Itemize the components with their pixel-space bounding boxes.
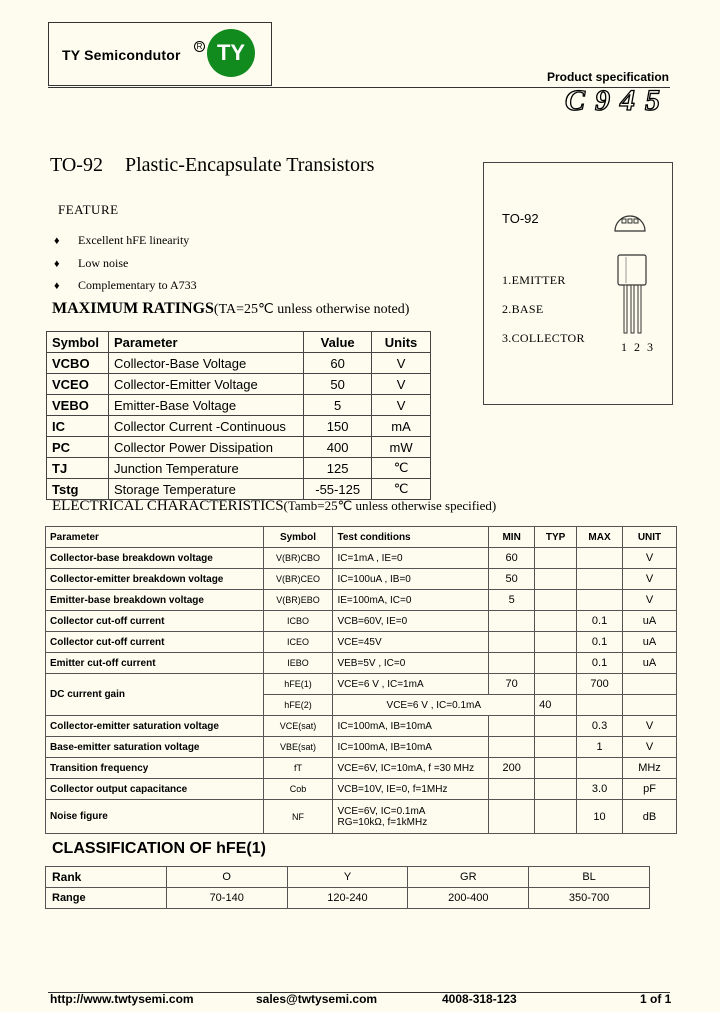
electrical-subtitle: (Tamb=25℃ unless otherwise specified) xyxy=(283,498,497,513)
max-cell: 0.1 xyxy=(577,653,623,674)
part-number: C945 xyxy=(564,84,670,117)
table-row xyxy=(46,737,677,758)
symbol-cell: VBE(sat) xyxy=(263,737,333,758)
symbol-cell: NF xyxy=(263,800,333,834)
bullet-icon: ♦ xyxy=(54,258,60,270)
symbol-cell: V(BR)CBO xyxy=(263,548,333,569)
registered-mark: R xyxy=(194,41,205,52)
unit-cell: V xyxy=(372,353,431,374)
column-header: Symbol xyxy=(47,332,109,353)
package-box xyxy=(483,162,673,405)
table-row xyxy=(47,374,431,395)
test-cell: VCB=10V, IE=0, f=1MHz xyxy=(333,779,489,800)
feature-item: Complementary to A733 xyxy=(78,278,197,292)
max-ratings-subtitle: (TA=25℃ unless otherwise noted) xyxy=(213,302,410,317)
test-cell: VCE=6 V , IC=0.1mA xyxy=(333,695,535,716)
column-header: Test conditions xyxy=(333,527,489,548)
typ-cell xyxy=(535,737,577,758)
column-header: Units xyxy=(372,332,431,353)
range-cell: 350-700 xyxy=(529,888,650,909)
pin-label: 2.BASE xyxy=(502,302,544,316)
value-cell: 60 xyxy=(304,353,372,374)
classification-table xyxy=(45,866,650,909)
unit-cell: V xyxy=(623,716,677,737)
unit-cell: ℃ xyxy=(372,458,431,479)
symbol-cell: TJ xyxy=(47,458,109,479)
min-cell: 60 xyxy=(489,548,535,569)
pin-label: 1.EMITTER xyxy=(502,273,566,287)
symbol-cell: hFE(2) xyxy=(263,695,333,716)
typ-cell xyxy=(535,716,577,737)
parameter-cell: Collector Power Dissipation xyxy=(108,437,303,458)
max-cell: 0.1 xyxy=(577,632,623,653)
symbol-cell: IC xyxy=(47,416,109,437)
column-header: UNIT xyxy=(623,527,677,548)
min-cell: 200 xyxy=(489,758,535,779)
test-line: VCE=6V, IC=0.1mA xyxy=(337,805,426,817)
typ-cell xyxy=(535,758,577,779)
test-cell: IE=100mA, IC=0 xyxy=(333,590,489,611)
typ-cell xyxy=(535,800,577,834)
table-header-row xyxy=(46,527,677,548)
table-row xyxy=(46,800,677,834)
max-cell: 3.0 xyxy=(577,779,623,800)
unit-cell: uA xyxy=(623,611,677,632)
min-cell xyxy=(489,653,535,674)
logo-mark: TY xyxy=(207,29,255,77)
parameter-cell: Base-emitter saturation voltage xyxy=(46,737,264,758)
test-cell: VCE=6V, IC=10mA, f =30 MHz xyxy=(333,758,489,779)
max-cell xyxy=(577,569,623,590)
table-row xyxy=(46,569,677,590)
unit-cell: V xyxy=(623,548,677,569)
footer-phone: 4008-318-123 xyxy=(442,992,517,1006)
value-cell: 150 xyxy=(304,416,372,437)
company-logo xyxy=(48,22,272,86)
parameter-cell: Collector cut-off current xyxy=(46,611,264,632)
test-cell: IC=100uA , IB=0 xyxy=(333,569,489,590)
feature-heading: FEATURE xyxy=(58,202,119,217)
unit-cell: V xyxy=(623,590,677,611)
parameter-cell: Collector-base breakdown voltage xyxy=(46,548,264,569)
footer-url[interactable]: http://www.twtysemi.com xyxy=(50,992,194,1006)
bullet-icon: ♦ xyxy=(54,280,60,292)
parameter-cell: Emitter-Base Voltage xyxy=(108,395,303,416)
column-header: Parameter xyxy=(46,527,264,548)
classification-title: CLASSIFICATION OF hFE(1) xyxy=(52,840,266,857)
min-cell xyxy=(489,716,535,737)
symbol-cell: Tstg xyxy=(47,479,109,500)
parameter-cell: Collector-emitter breakdown voltage xyxy=(46,569,264,590)
test-cell: IC=100mA, IB=10mA xyxy=(333,716,489,737)
max-cell: 1 xyxy=(577,737,623,758)
min-cell xyxy=(489,800,535,834)
typ-cell xyxy=(535,548,577,569)
max-ratings-title xyxy=(52,300,409,318)
unit-cell: ℃ xyxy=(372,479,431,500)
test-line: RG=10kΩ, f=1kMHz xyxy=(337,816,428,828)
min-cell: 70 xyxy=(489,674,535,695)
table-row xyxy=(46,888,650,909)
min-cell xyxy=(489,632,535,653)
test-cell: VCB=60V, IE=0 xyxy=(333,611,489,632)
unit-cell: dB xyxy=(623,800,677,834)
max-cell xyxy=(577,758,623,779)
column-header: Symbol xyxy=(263,527,333,548)
feature-item: Excellent hFE linearity xyxy=(78,233,190,247)
max-ratings-heading: MAXIMUM RATINGS xyxy=(52,300,214,317)
table-row xyxy=(46,590,677,611)
min-cell xyxy=(489,611,535,632)
max-ratings-table xyxy=(46,331,431,500)
max-cell: 0.3 xyxy=(577,716,623,737)
symbol-cell: VCBO xyxy=(47,353,109,374)
product-spec-label: Product specification xyxy=(546,70,669,84)
package-label: TO-92 xyxy=(502,211,539,226)
symbol-cell: V(BR)EBO xyxy=(263,590,333,611)
test-cell: IC=1mA , IE=0 xyxy=(333,548,489,569)
transistor-package-icon xyxy=(612,251,652,337)
symbol-cell: ICEO xyxy=(263,632,333,653)
table-row xyxy=(47,416,431,437)
range-cell: 200-400 xyxy=(408,888,529,909)
parameter-cell: Storage Temperature xyxy=(108,479,303,500)
table-header-row xyxy=(47,332,431,353)
rank-cell: BL xyxy=(529,867,650,888)
min-cell: 5 xyxy=(489,590,535,611)
table-row xyxy=(46,653,677,674)
max-cell: 0.1 xyxy=(577,611,623,632)
value-cell: 5 xyxy=(304,395,372,416)
symbol-cell: PC xyxy=(47,437,109,458)
value-cell: -55-125 xyxy=(304,479,372,500)
rank-cell: Y xyxy=(287,867,408,888)
table-row xyxy=(47,479,431,500)
table-row xyxy=(46,674,677,695)
column-header: TYP xyxy=(535,527,577,548)
parameter-cell: DC current gain xyxy=(46,674,264,716)
typ-cell xyxy=(535,779,577,800)
table-row xyxy=(46,632,677,653)
max-cell xyxy=(577,548,623,569)
test-cell: VCE=45V xyxy=(333,632,489,653)
parameter-cell: Collector-Emitter Voltage xyxy=(108,374,303,395)
typ-cell xyxy=(535,674,577,695)
parameter-cell: Transition frequency xyxy=(46,758,264,779)
max-cell xyxy=(577,695,623,716)
footer-page: 1 of 1 xyxy=(640,992,672,1006)
max-cell: 10 xyxy=(577,800,623,834)
bullet-icon: ♦ xyxy=(54,235,60,247)
unit-cell: V xyxy=(623,737,677,758)
parameter-cell: Emitter-base breakdown voltage xyxy=(46,590,264,611)
max-cell xyxy=(577,590,623,611)
feature-item: Low noise xyxy=(78,256,129,270)
min-cell: 50 xyxy=(489,569,535,590)
unit-cell: V xyxy=(623,569,677,590)
range-cell: 120-240 xyxy=(287,888,408,909)
company-name: TY Semicondutor xyxy=(62,47,181,63)
pin-label: 3.COLLECTOR xyxy=(502,331,585,345)
test-cell: VEB=5V , IC=0 xyxy=(333,653,489,674)
electrical-heading: ELECTRICAL CHARACTERISTICS xyxy=(52,498,284,514)
test-cell: IC=100mA, IB=10mA xyxy=(333,737,489,758)
unit-cell: pF xyxy=(623,779,677,800)
min-cell xyxy=(489,779,535,800)
typ-cell xyxy=(535,653,577,674)
table-row xyxy=(47,458,431,479)
package-top-view-icon xyxy=(612,205,648,235)
unit-cell: uA xyxy=(623,632,677,653)
rank-cell: O xyxy=(166,867,287,888)
parameter-cell: Noise figure xyxy=(46,800,264,834)
symbol-cell: VEBO xyxy=(47,395,109,416)
rank-label: Rank xyxy=(46,867,167,888)
range-label: Range xyxy=(46,888,167,909)
parameter-cell: Collector output capacitance xyxy=(46,779,264,800)
parameter-cell: Collector cut-off current xyxy=(46,632,264,653)
unit-cell: uA xyxy=(623,653,677,674)
table-row xyxy=(46,611,677,632)
symbol-cell: VCEO xyxy=(47,374,109,395)
symbol-cell: ICBO xyxy=(263,611,333,632)
test-cell xyxy=(333,800,489,834)
min-cell xyxy=(489,737,535,758)
symbol-cell: V(BR)CEO xyxy=(263,569,333,590)
value-cell: 50 xyxy=(304,374,372,395)
min-cell: 40 xyxy=(535,695,577,716)
column-header: MAX xyxy=(577,527,623,548)
symbol-cell: IEBO xyxy=(263,653,333,674)
value-cell: 125 xyxy=(304,458,372,479)
test-cell: VCE=6 V , IC=1mA xyxy=(333,674,489,695)
column-header: Parameter xyxy=(108,332,303,353)
parameter-cell: Junction Temperature xyxy=(108,458,303,479)
footer-email[interactable]: sales@twtysemi.com xyxy=(256,992,378,1006)
table-row xyxy=(46,548,677,569)
symbol-cell: Cob xyxy=(263,779,333,800)
unit-cell xyxy=(623,674,677,695)
unit-cell: V xyxy=(372,374,431,395)
symbol-cell: fT xyxy=(263,758,333,779)
table-row xyxy=(46,758,677,779)
unit-cell: MHz xyxy=(623,758,677,779)
table-row xyxy=(46,716,677,737)
parameter-cell: Collector-emitter saturation voltage xyxy=(46,716,264,737)
rank-cell: GR xyxy=(408,867,529,888)
typ-cell xyxy=(535,569,577,590)
table-row xyxy=(47,353,431,374)
table-row xyxy=(47,395,431,416)
parameter-cell: Collector-Base Voltage xyxy=(108,353,303,374)
title-package: TO-92 xyxy=(50,154,103,176)
unit-cell: mW xyxy=(372,437,431,458)
typ-cell xyxy=(535,590,577,611)
parameter-cell: Emitter cut-off current xyxy=(46,653,264,674)
value-cell: 400 xyxy=(304,437,372,458)
typ-cell xyxy=(535,632,577,653)
table-row xyxy=(46,779,677,800)
unit-cell xyxy=(623,695,677,716)
symbol-cell: VCE(sat) xyxy=(263,716,333,737)
typ-cell xyxy=(535,611,577,632)
page-title xyxy=(50,154,396,177)
symbol-cell: hFE(1) xyxy=(263,674,333,695)
max-cell: 700 xyxy=(577,674,623,695)
unit-cell: V xyxy=(372,395,431,416)
electrical-table xyxy=(45,526,677,834)
column-header: Value xyxy=(304,332,372,353)
title-description: Plastic-Encapsulate Transistors xyxy=(124,154,375,176)
table-row xyxy=(46,867,650,888)
electrical-title xyxy=(52,498,496,515)
column-header: MIN xyxy=(489,527,535,548)
pin-numbers: 1 2 3 xyxy=(621,340,655,354)
unit-cell: mA xyxy=(372,416,431,437)
table-row xyxy=(47,437,431,458)
range-cell: 70-140 xyxy=(166,888,287,909)
parameter-cell: Collector Current -Continuous xyxy=(108,416,303,437)
